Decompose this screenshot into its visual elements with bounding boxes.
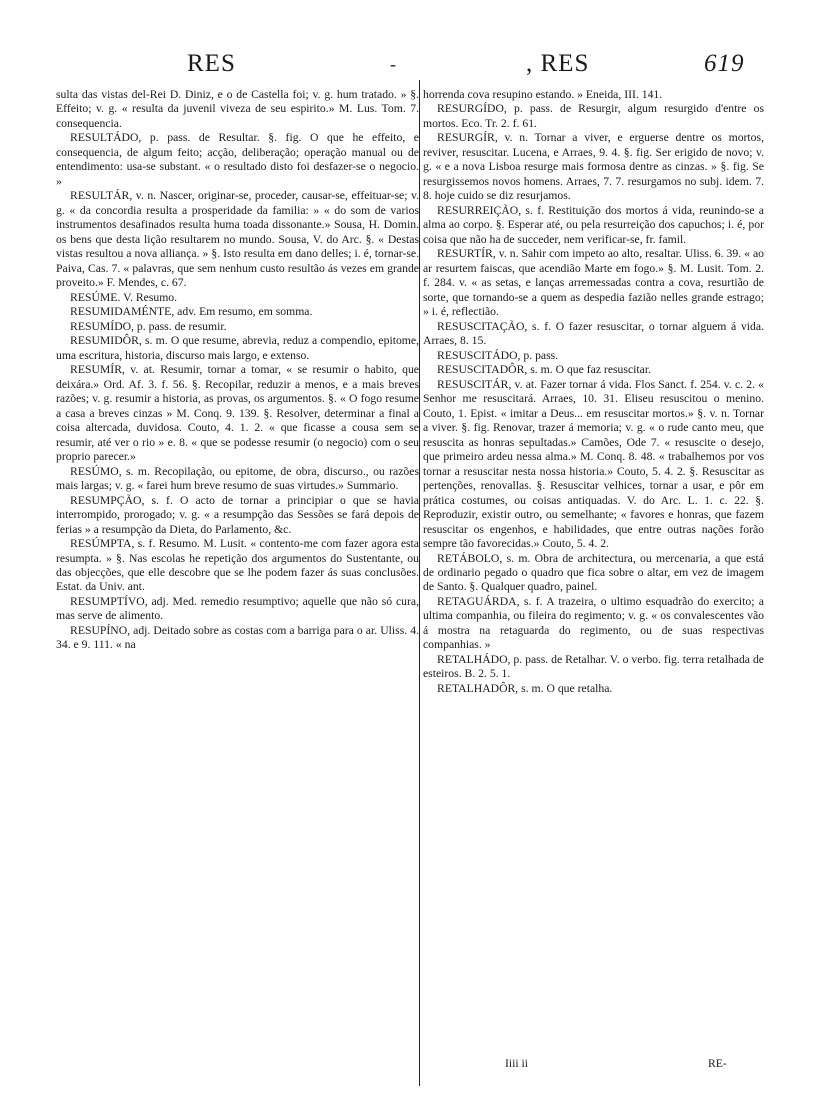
running-head-right: , RES [526, 50, 590, 77]
entry-resumpta: RESÚMPTA, s. f. Resumo. M. Lusit. « contento-me com fazer agora esta resumpta. » §. Nas escolas he repetição dos argumentos do Sustentante, ou das objecções, que elle descobre que se lhe podem fazer ás suas conclusões. Estat. da Univ. ant. [56, 537, 419, 594]
entry-resumido: RESUMÍDO, p. pass. de resumir. [70, 319, 227, 333]
entry-resupino: RESUPÍNO, adj. Deitado sobre as costas com a barriga para o ar. Uliss. 4. 34. e 9. 111. « na [56, 623, 419, 652]
entry-resurgir: RESURGÍR, v. n. Tornar a viver, e erguerse dentre os mortos, reviver, resuscitar. Lucena, e Arraes, 9. 4. §. fig. Ser erigido de novo; v. g. « e a nova Lisboa resurge mais formosa dentre as cinzas. » §. fig. Se resurgissemos novos homens. Arraes, 7. 7. resurgamos no subj. idem. 7. 8. hoje cuido se diz resurjamos. [423, 131, 764, 203]
column-rule [419, 80, 420, 1086]
entry-resumpcao: RESUMPÇÃO, s. f. O acto de tornar a principiar o que se havia interrompido, prorogado; v. g. « a resumpção das Sessões se fará depois de ferias » a resumpção da Dieta, do Parlamento, &c. [56, 493, 419, 536]
entry-resultado: RESULTÁDO, p. pass. de Resultar. §. fig. O que he effeito, e consequencia, de algum feito; acção, deliberação; operação manual ou de entendimento: usa-se substant. « o resultado disto foi desfazer-se o negocio. » [56, 131, 419, 188]
entry-resurtir: RESURTÍR, v. n. Sahir com impeto ao alto, resaltar. Uliss. 6. 39. « ao ar resurtem faiscas, que acendião Marte em fogo.» §. M. Lusit. Tom. 2. f. 284. v. « as setas, e lanças arremessadas contra a cova, resurtião de sorte, que tornando-se a quem as despedia fazião nelles grande estrago; » i. é, reflectião. [423, 247, 764, 319]
entry-resurgido: RESURGÍDO, p. pass. de Resurgir, algum resurgido d'entre os mortos. Eco. Tr. 2. f. 61. [423, 102, 764, 130]
entry-resuscitacao: RESUSCITAÇÃO, s. f. O fazer resuscitar, o tornar alguem á vida. Arraes, 8. 15. [423, 319, 764, 348]
entry-resume: RESÚME. V. Resumo. [70, 290, 178, 304]
entry-resurreicao: RESURREIÇÃO, s. f. Restituição dos mortos á vida, reunindo-se a alma ao corpo. §. Esperar até, ou pela resurreição dos capuchos; i. é, por coisa que não ha de succeder, nem verificar-se, fr. famil. [423, 203, 764, 246]
entry-resumo: RESÚMO, s. m. Recopilação, ou epitome, de obra, discurso., ou razões mais largas; v. g. « farei hum breve resumo de suas virtudes.» Summario. [56, 464, 419, 493]
entry-resuscitar: RESUSCITÁR, v. at. Fazer tornar á vida. Flos Sanct. f. 254. v. c. 2. « Senhor me resuscitará. Arraes, 10. 31. Eliseu resuscitou o menino. Couto, 1. Epist. « imitar a Deus... em resuscitar mortos.» §. v. n. Tornar a viver. §. fig. Renovar, trazer á memoria; v. g. « o rude canto meu, que resuscita as honras sepultadas.» Camões, Ode 7. « resuscite o desejo, que primeiro ardeu nessa alma.» M. Conq. 8. 48. « trabalhemos por vos tornar a resuscitar nesta nossa historia.» Couto, 5. 4. 2. §. Resuscitar as pertenções, renovallas. §. Resuscitar velhices, tornar a usar, e pôr em prática costumes, ou coisas antiquadas. V. do Arc. L. 1. c. 22. §. Reproduzir, existir outro, ou semelhante; « favores e honras, que fazem resuscitar os engenhos, e habilidades, que entre outras nações forão sempre tão favorecidas.» Couto, 5. 4. 2. [423, 377, 764, 551]
entry-resuscitador: RESUSCITADÔR, s. m. O que faz resuscitar. [437, 363, 651, 377]
entry-retalhador: RETALHADÔR, s. m. O que retalha. [437, 681, 613, 695]
entry-resuscitado: RESUSCITÁDO, p. pass. [437, 348, 559, 362]
entry-retalhado: RETALHÁDO, p. pass. de Retalhar. V. o verbo. fig. terra retalhada de esteiros. B. 2. 5. 1. [423, 652, 764, 681]
entry-resumptivo: RESUMPTÍVO, adj. Med. remedio resumptivo; aquelle que não só cura, mas serve de alimento. [56, 594, 419, 623]
entry-resumidor: RESUMIDÔR, s. m. O que resume, abrevia, reduz a compendio, epitome, uma escritura, historia, discurso mais largo, e extenso. [56, 334, 419, 362]
entry-retaguarda: RETAGUÁRDA, s. f. A trazeira, o ultimo esquadrão do exercito; a ultima companhia, ou fileira do regimento; v. g. « os convalescentes vão á mostra na retaguarda do regimento, ou de suas respectivas companhias. » [423, 594, 764, 652]
entry-resumidamente: RESUMIDAMÉNTE, adv. Em resumo, em somma. [70, 305, 313, 319]
running-head-left: RES [187, 50, 236, 77]
entry-paragraph: sulta das vistas del-Rei D. Diniz, e o de Castella foi; v. g. hum tratado. » §. Effeito; v. g. « resulta da juvenil viveza de seu espirito.» M. Lus. Tom. 7. consequencia. [56, 88, 419, 130]
signature-mark: Iiii ii [505, 1057, 529, 1070]
catchword: RE- [708, 1057, 727, 1070]
running-head-dash: - [390, 54, 397, 74]
right-column [423, 88, 764, 696]
left-column [56, 88, 419, 653]
entry-paragraph: horrenda cova resupino estando. » Eneida, III. 141. [423, 88, 663, 101]
entry-retabolo: RETÁBOLO, s. m. Obra de architectura, ou mercenaria, a que está de ordinario pegado o quadro que fica sobre o altar, em vez de imagem de Santo. §. Qualquer quadro, painel. [423, 551, 764, 594]
page-number: 619 [704, 50, 745, 77]
entry-resultar: RESULTÁR, v. n. Nascer, originar-se, proceder, causar-se, effeituar-se; v. g. « da concordia resulta a prosperidade da familia: » « do som de varios instrumentos desafinados resulta huma toada dissonante.» Sousa, H. Domin. os bens que desta lição resultarem no mundo. Sousa, V. do Arc. §. « Destas vistas resultou a nova alliança. » §. Isto resulta em dano delles; i. é, tornar-se. Paiva, Cas. 7. « palavras, que sem nenhum custo resultão ás vezes em grande proveito.» F. Mendes, c. 67. [56, 189, 419, 290]
entry-resumir: RESUMÍR, v. at. Resumir, tornar a tomar, « se resumir o habito, que deixára.» Ord. Af. 3. f. 56. §. Recopilar, reduzir a menos, e a mais breves razões; v. g. resumir a historia, as provas, os argumentos. §. « O fogo resume a casa a breves cinzas » M. Conq. 9. 139. §. Resolver, determinar a final a coisa altercada, duvidosa. Couto, 4. 1. 2. « que ficasse a cousa sem se resumir, até ver o rio » e. 8. « que se podesse resumir (o negocio) com o seu proprio parecer.» [56, 363, 419, 464]
